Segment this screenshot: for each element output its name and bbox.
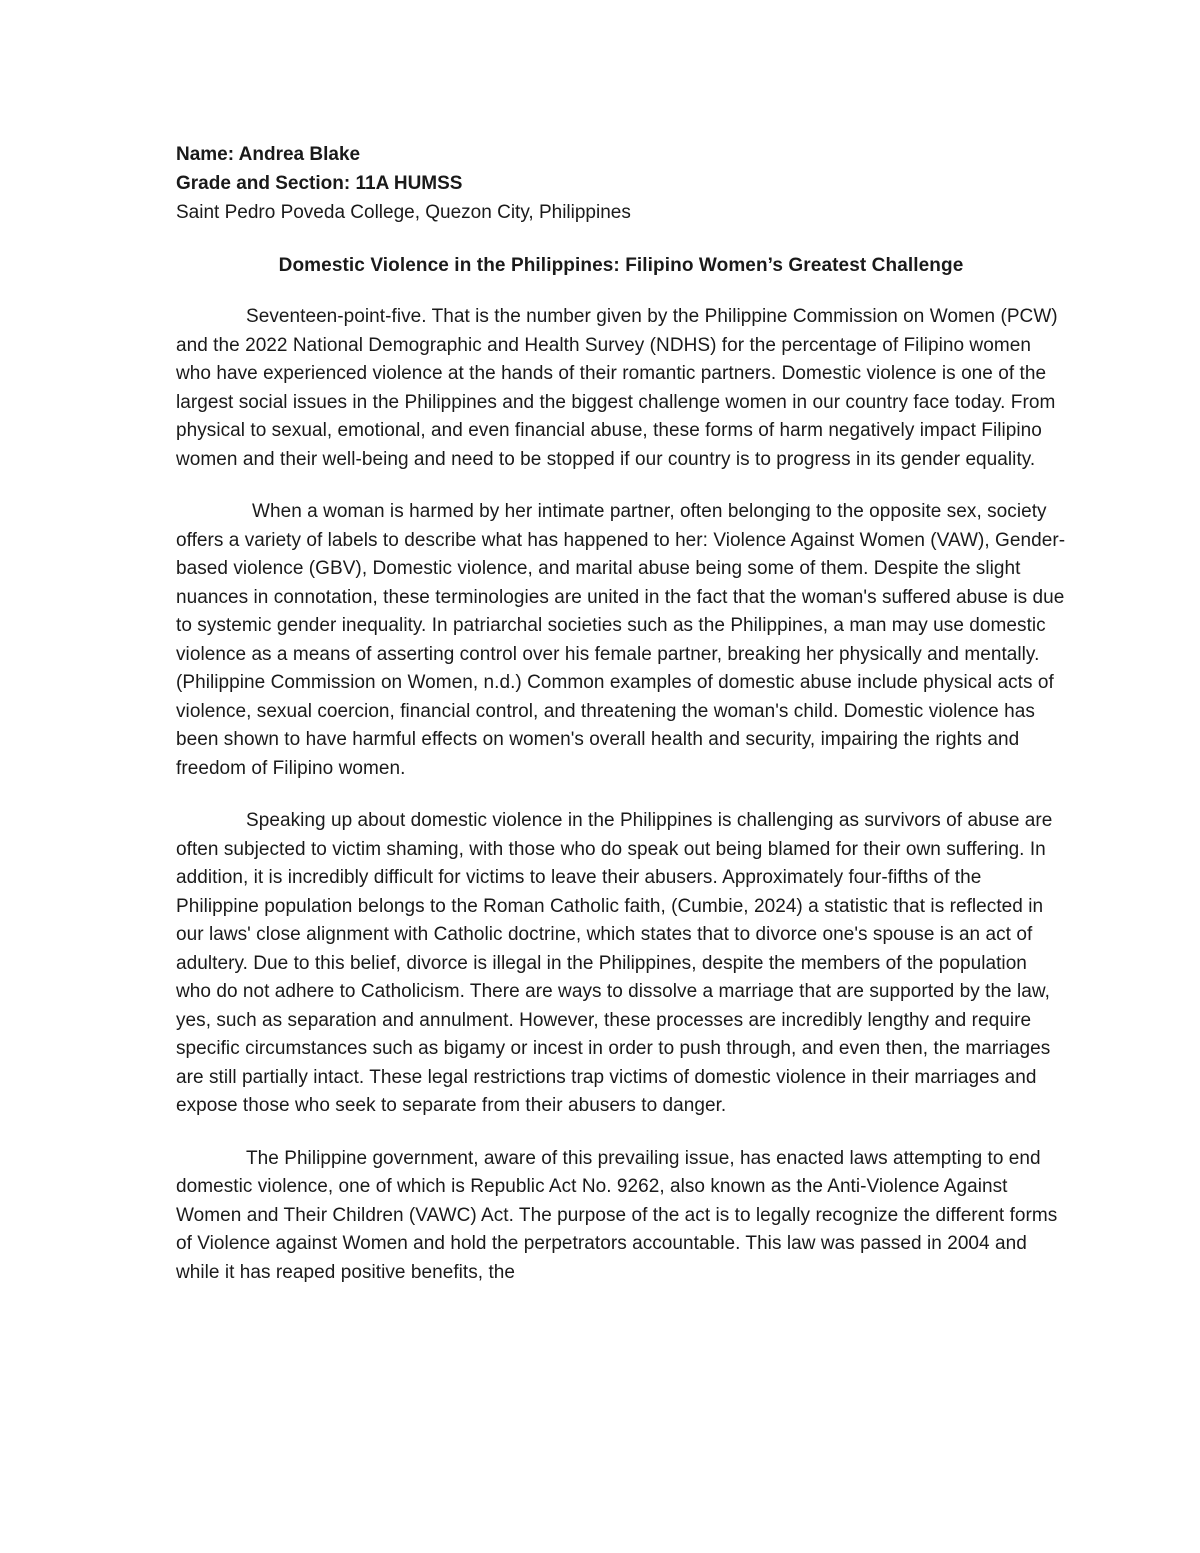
essay-title: Domestic Violence in the Philippines: Filipino Women’s Greatest Challenge [278,255,964,276]
document-page [176,140,1066,1287]
paragraph-1: Seventeen-point-five. That is the number given by the Philippine Commission on Women (PCW) and the 2022 National Demographic and Health Survey (NDHS) for the percentage of Filipino women who have experienced violence at the hands of their romantic partners. Domestic violence is one of the largest social issues in the Philippines and the biggest challenge women in our country face today. From physical to sexual, emotional, and even financial abuse, these forms of harm negatively impact Filipino women and their well-being and need to be stopped if our country is to progress in its gender equality. [176,306,1058,470]
paragraph-3: Speaking up about domestic violence in the Philippines is challenging as survivors of abuse are often subjected to victim shaming, with those who do speak out being blamed for their own suffering. In addition, it is incredibly difficult for victims to leave their abusers. Approximately four-fifths of the Philippine population belongs to the Roman Catholic faith, (Cumbie, 2024) a statistic that is reflected in our laws' close alignment with Catholic doctrine, which states that to divorce one's spouse is an act of adultery. Due to this belief, divorce is illegal in the Philippines, despite the members of the population who do not adhere to Catholicism. There are ways to dissolve a marriage that are supported by the law, yes, such as separation and annulment. However, these processes are incredibly lengthy and require specific circumstances such as bigamy or incest in order to push through, and even then, the marriages are still partially intact. These legal restrictions trap victims of domestic violence in their marriages and expose those who seek to separate from their abusers to danger. [176,810,1053,1116]
paragraph-4: The Philippine government, aware of this prevailing issue, has enacted laws attempting to end domestic violence, one of which is Republic Act No. 9262, also known as the Anti-Violence Against Women and Their Children (VAWC) Act. The purpose of the act is to legally recognize the different forms of Violence against Women and hold the perpetrators accountable. This law was passed in 2004 and while it has reaped positive benefits, the [176,1147,1058,1283]
grade-section: Grade and Section: 11A HUMSS [176,173,463,194]
paragraph-2: When a woman is harmed by her intimate partner, often belonging to the opposite sex, society offers a variety of labels to describe what has happened to her: Violence Against Women (VAW), Gender-based violence (GBV), Domestic violence, and marital abuse being some of them. Despite the slight nuances in connotation, these terminologies are united in the fact that the woman's suffered abuse is due to systemic gender inequality. In patriarchal societies such as the Philippines, a man may use domestic violence as a means of asserting control over his female partner, breaking her physically and mentally. (Philippine Commission on Women, n.d.) Common examples of domestic abuse include physical acts of violence, sexual coercion, financial control, and threatening the woman's child. Domestic violence has been shown to have harmful effects on women's overall health and security, impairing the rights and freedom of Filipino women. [176,501,1066,779]
school-name: Saint Pedro Poveda College, Quezon City, Philippines [176,202,631,223]
student-name: Name: Andrea Blake [176,144,361,165]
